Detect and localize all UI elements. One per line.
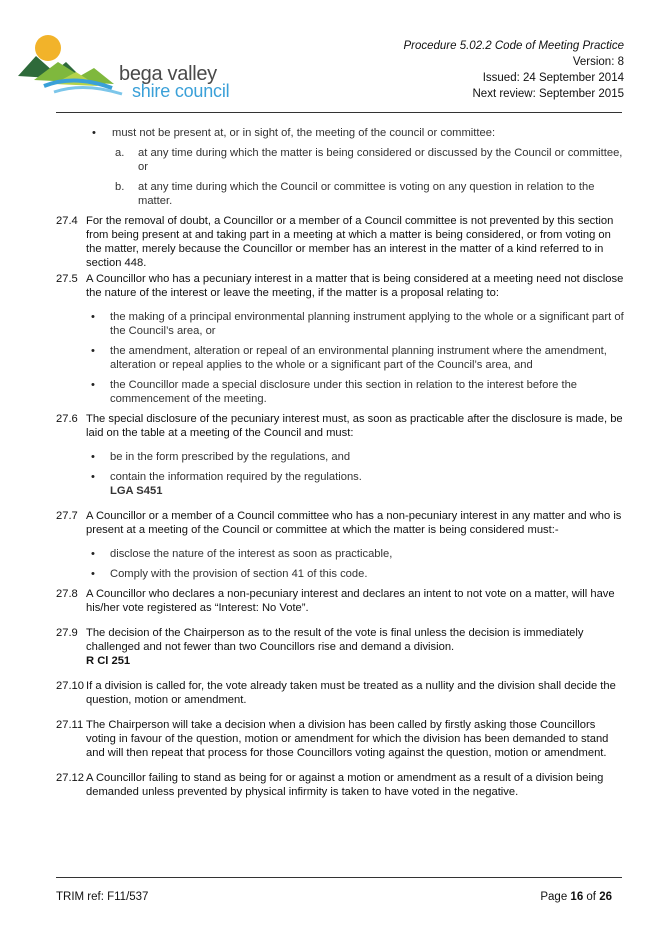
document-body bbox=[56, 120, 626, 799]
clause-text: A Councillor who has a pecuniary interest in a matter that is being considered at a meeting need not disclose the nature of the interest or leave the meeting, if the matter is a proposal relating to: bbox=[86, 273, 624, 299]
list-item: • Comply with the provision of section 41 of this code. bbox=[56, 567, 626, 581]
clause-27-11 bbox=[56, 718, 626, 760]
list-item: • be in the form prescribed by the regulations, and bbox=[56, 450, 626, 464]
list-item-text: at any time during which the Council or committee is voting on any question in relation to the matter. bbox=[138, 181, 595, 207]
logo-wordmark-line2: shire council bbox=[132, 81, 230, 101]
list-marker: a. bbox=[115, 147, 125, 159]
legislation-reference: R Cl 251 bbox=[86, 655, 131, 667]
clause-27-12 bbox=[56, 771, 626, 799]
clause-text: The Chairperson will take a decision when a division has been called by firstly asking those Councillors voting in favour of the question, motion or amendment for which the division has been demanded to stand and will then repeat that process for those Councillors voting against the question, motion or amendment. bbox=[86, 719, 609, 759]
clause-27-8 bbox=[56, 587, 626, 615]
clause-text: If a division is called for, the vote already taken must be treated as a nullity and the division shall decide the question, motion or amendment. bbox=[86, 680, 616, 706]
header-divider bbox=[56, 112, 622, 113]
council-logo bbox=[14, 26, 244, 106]
version-label: Version: 8 bbox=[572, 56, 624, 68]
clause-number: 27.6 bbox=[56, 413, 78, 425]
issued-date: Issued: 24 September 2014 bbox=[482, 72, 624, 84]
logo-wordmark-line1: bega valley bbox=[119, 63, 217, 85]
list-item: • the Councillor made a special disclosure under this section in relation to the interest before the commencement of the meeting. bbox=[56, 378, 626, 406]
clause-text: A Councillor or a member of a Council committee who has a non-pecuniary interest in any matter and who is present at a meeting of the Council or committee at which the matter is being considered must:- bbox=[86, 510, 622, 536]
page-separator: of bbox=[583, 891, 600, 903]
clause-27-5 bbox=[56, 272, 626, 300]
clause-number: 27.7 bbox=[56, 510, 78, 522]
document-header-meta bbox=[403, 38, 624, 102]
current-page: 16 bbox=[570, 891, 584, 903]
clause-number: 27.11 bbox=[56, 719, 84, 731]
clause-text: The decision of the Chairperson as to the result of the vote is final unless the decision is immediately challenged and not fewer than two Councillors rise and demand a division. bbox=[86, 627, 584, 653]
clause-text: A Councillor who declares a non-pecuniary interest and declares an intent to not vote on a matter, will have his/her vote registered as “Interest: No Vote”. bbox=[86, 588, 615, 614]
clause-number: 27.10 bbox=[56, 680, 84, 692]
clause-text: The special disclosure of the pecuniary interest must, as soon as practicable after the disclosure is made, be laid on the table at a meeting of the Council and must: bbox=[86, 413, 623, 439]
clause-number: 27.9 bbox=[56, 627, 78, 639]
page-number bbox=[540, 891, 612, 903]
clause-27-10 bbox=[56, 679, 626, 707]
footer-divider bbox=[56, 877, 622, 878]
clause-27-9 bbox=[56, 626, 626, 668]
list-item bbox=[56, 180, 626, 208]
clause-27-4 bbox=[56, 214, 626, 270]
list-item bbox=[56, 146, 626, 174]
list-item: • must not be present at, or in sight of, the meeting of the council or committee: bbox=[56, 126, 626, 140]
clause-number: 27.12 bbox=[56, 772, 84, 784]
page-prefix: Page bbox=[540, 891, 571, 903]
clause-27-6 bbox=[56, 412, 626, 440]
list-marker: b. bbox=[115, 181, 125, 193]
clause-text: For the removal of doubt, a Councillor or a member of a Council committee is not prevented by this section from being present at and taking part in a meeting at which a matter is being considered, or from voting on the matter, merely because the Councillor or member has an interest in the matter of a kind referred to in section 448. bbox=[86, 215, 614, 269]
clause-number: 27.8 bbox=[56, 588, 78, 600]
mountain-logo-icon bbox=[14, 26, 134, 106]
list-item: • the amendment, alteration or repeal of an environmental planning instrument where the amendment, alteration or repeal applies to the whole or a significant part of the Council’s area, and bbox=[56, 344, 626, 372]
trim-reference: TRIM ref: F11/537 bbox=[56, 891, 149, 903]
clause-number: 27.5 bbox=[56, 273, 78, 285]
next-review-date: Next review: September 2015 bbox=[472, 88, 624, 100]
legislation-reference: LGA S451 bbox=[110, 485, 163, 497]
clause-number: 27.4 bbox=[56, 215, 78, 227]
list-item-text: contain the information required by the regulations. bbox=[110, 471, 362, 483]
clause-27-7 bbox=[56, 509, 626, 537]
list-item: • disclose the nature of the interest as soon as practicable, bbox=[56, 547, 626, 561]
list-item bbox=[56, 470, 626, 498]
list-item-text: at any time during which the matter is being considered or discussed by the Council or committee, or bbox=[138, 147, 623, 173]
list-item: • the making of a principal environmental planning instrument applying to the whole or a significant part of the Council’s area, or bbox=[56, 310, 626, 338]
clause-text: A Councillor failing to stand as being for or against a motion or amendment as a result of a division being demanded unless prevented by physical infirmity is taken to have voted in the negative. bbox=[86, 772, 604, 798]
total-pages: 26 bbox=[599, 891, 612, 903]
procedure-title: Procedure 5.02.2 Code of Meeting Practice bbox=[403, 40, 624, 52]
